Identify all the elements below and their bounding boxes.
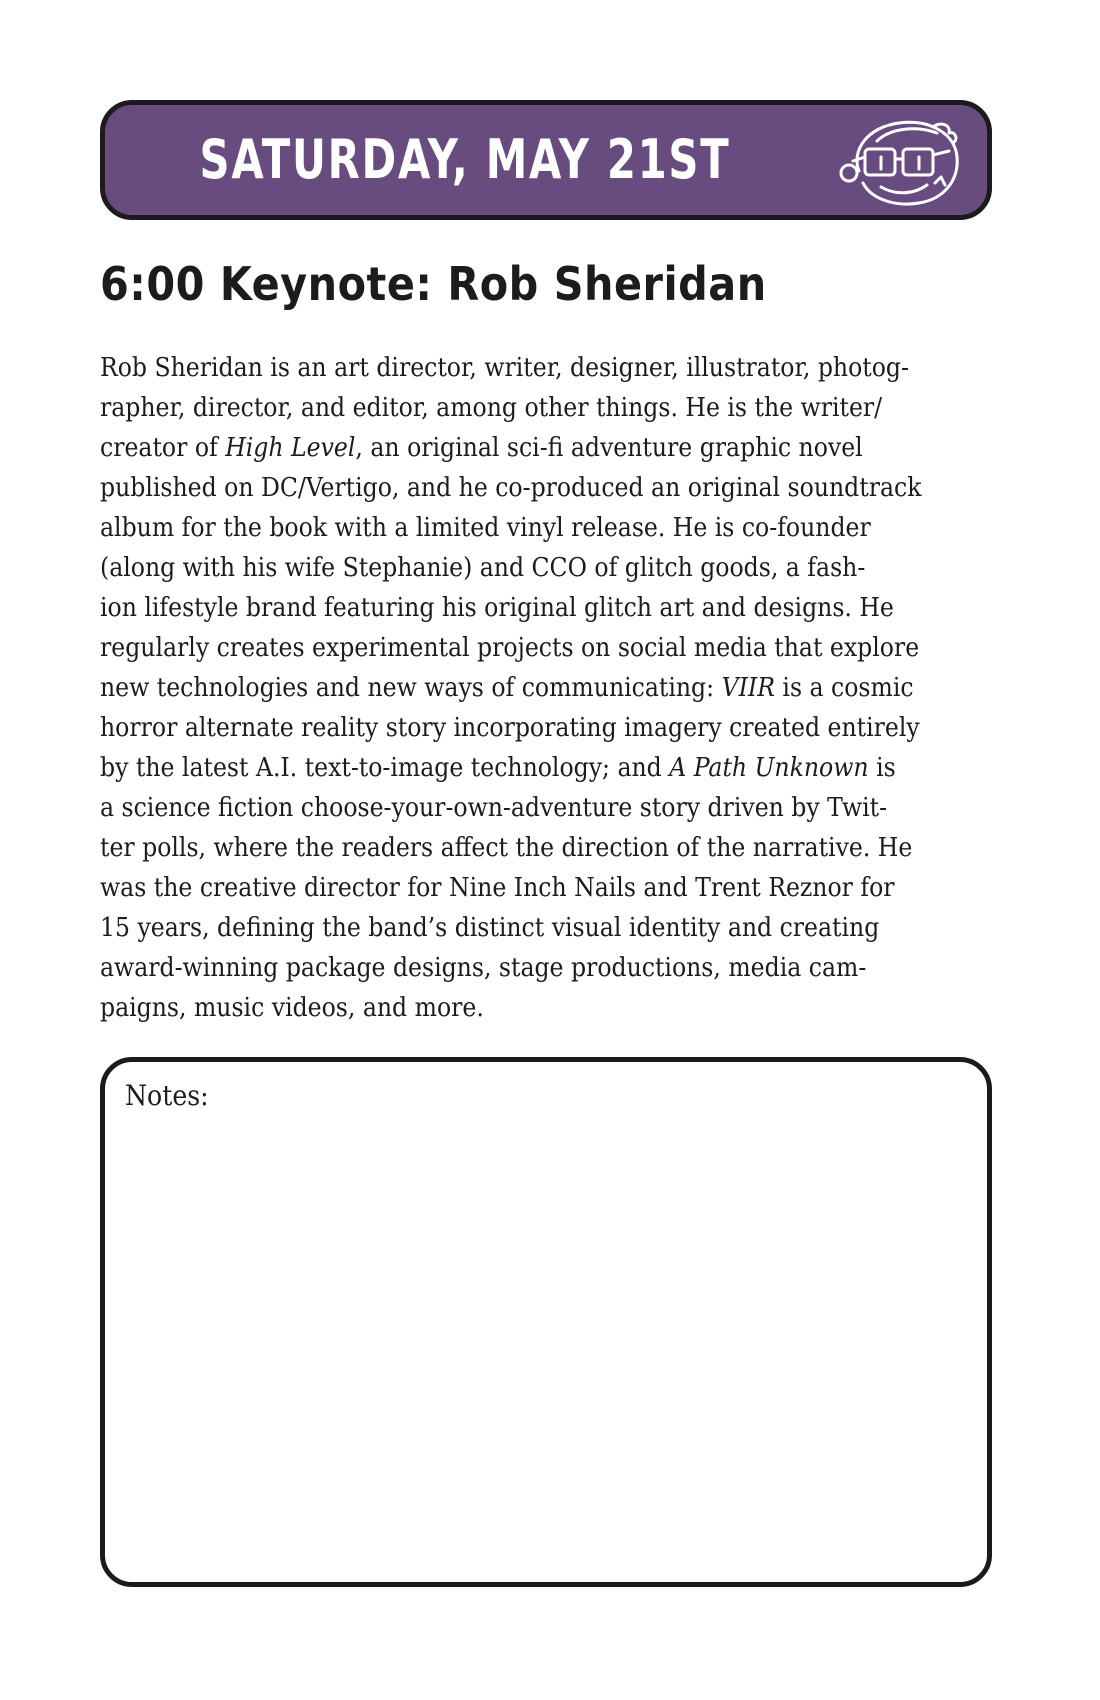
bio-text: regularly creates experimental projects on social media that explore xyxy=(100,633,920,663)
bio-line xyxy=(100,388,990,428)
bio-line xyxy=(100,708,990,748)
bio-text: (along with his wife Stephanie) and CCO of glitch goods, a fash- xyxy=(100,553,866,583)
bio-line xyxy=(100,948,990,988)
bio-title-italic: High Level xyxy=(225,433,356,463)
bio-text: , an original sci-fi adventure graphic novel xyxy=(355,433,863,463)
bio-line xyxy=(100,908,990,948)
bio-text: horror alternate reality story incorporating imagery created entirely xyxy=(100,713,920,743)
bio-line xyxy=(100,588,990,628)
bio-title-italic: VIIR xyxy=(721,673,775,703)
bio-title-italic: A Path Unknown xyxy=(669,753,869,783)
bio-text: ter polls, where the readers affect the direction of the narrative. He xyxy=(100,833,913,863)
bio-text: 15 years, defining the band’s distinct visual identity and creating xyxy=(100,913,880,943)
speaker-bio xyxy=(100,348,990,1028)
bio-text: is xyxy=(868,753,896,783)
bio-text: rapher, director, and editor, among other things. He is the writer/ xyxy=(100,393,883,423)
glasses-mascot-icon xyxy=(837,111,969,209)
session-title: 6:00 Keynote: Rob Sheridan xyxy=(100,257,767,311)
bio-text: by the latest A.I. text-to-image technology; and xyxy=(100,753,670,783)
bio-text: new technologies and new ways of communicating: xyxy=(100,673,722,703)
bio-text: album for the book with a limited vinyl release. He is co-founder xyxy=(100,513,871,543)
bio-line xyxy=(100,828,990,868)
bio-line xyxy=(100,548,990,588)
bio-line xyxy=(100,868,990,908)
bio-line xyxy=(100,508,990,548)
bio-text: paigns, music videos, and more. xyxy=(100,993,484,1023)
bio-line xyxy=(100,988,990,1028)
date-heading: SATURDAY, MAY 21ST xyxy=(199,128,731,191)
bio-text: ion lifestyle brand featuring his original glitch art and designs. He xyxy=(100,593,894,623)
bio-text: Rob Sheridan is an art director, writer, designer, illustrator, photog- xyxy=(100,353,909,383)
bio-line xyxy=(100,668,990,708)
bio-text: published on DC/Vertigo, and he co-produced an original soundtrack xyxy=(100,473,922,503)
notes-label: Notes: xyxy=(125,1079,209,1112)
bio-line xyxy=(100,348,990,388)
bio-line xyxy=(100,788,990,828)
bio-line xyxy=(100,748,990,788)
bio-line xyxy=(100,628,990,668)
bio-text: is a cosmic xyxy=(774,673,914,703)
bio-line xyxy=(100,468,990,508)
date-banner xyxy=(100,100,992,220)
bio-text: a science fiction choose-your-own-adventure story driven by Twit- xyxy=(100,793,888,823)
notes-box xyxy=(100,1057,992,1587)
bio-text: was the creative director for Nine Inch Nails and Trent Reznor for xyxy=(100,873,895,903)
bio-text: creator of xyxy=(100,433,226,463)
bio-text: award-winning package designs, stage productions, media cam- xyxy=(100,953,867,983)
bio-line xyxy=(100,428,990,468)
